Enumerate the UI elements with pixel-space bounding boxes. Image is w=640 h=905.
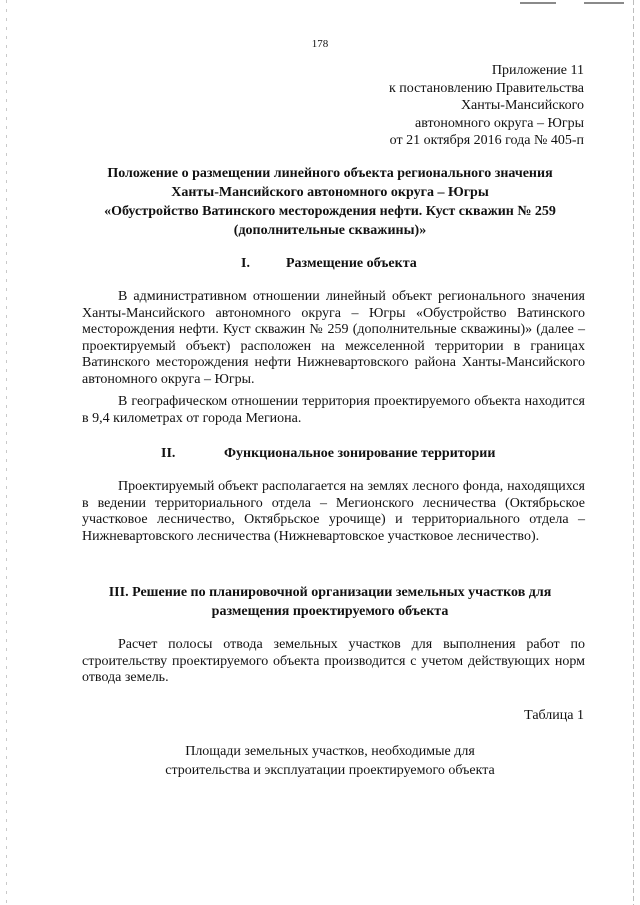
- appendix-line: Приложение 11: [491, 63, 584, 78]
- appendix-header: [324, 62, 584, 150]
- section-3-paragraph-1: Расчет полосы отвода земельных участков для выполнения работ по строительству проектируемого объекта производится с учетом действующих норм отвода земель.: [82, 637, 585, 685]
- table-caption-line: Площади земельных участков, необходимые для: [185, 744, 475, 759]
- scan-edge-left: [6, 0, 7, 905]
- table-label: Таблица 1: [524, 708, 584, 723]
- scan-edge-right: [633, 0, 634, 905]
- appendix-line: Ханты-Мансийского: [460, 98, 584, 113]
- section-1-title: Размещение объекта: [286, 256, 417, 271]
- appendix-line: от 21 октября 2016 года № 405-п: [389, 133, 584, 148]
- section-1-number: I.: [241, 256, 250, 271]
- section-2-number: II.: [161, 446, 176, 461]
- table-caption: [70, 742, 590, 780]
- table-caption-line: строительства и эксплуатации проектируемого объекта: [165, 763, 495, 778]
- page-number: 178: [311, 38, 329, 50]
- title-line: «Обустройство Ватинского месторождения нефти. Куст скважин № 259: [104, 204, 556, 219]
- section-2-title: Функциональное зонирование территории: [224, 446, 496, 461]
- section-2-paragraph-1: Проектируемый объект располагается на землях лесного фонда, находящихся в ведении территориального отдела – Мегионского лесничества (Октябрьское участковое лесничество, Октябрьское урочище) и территориального отдела – Нижневартовского лесничества (Нижневартовское участковое лесничество).: [82, 479, 585, 544]
- title-line: Положение о размещении линейного объекта регионального значения: [107, 166, 553, 181]
- section-1-paragraph-2: В географическом отношении территория проектируемого объекта находится в 9,4 километрах от города Мегиона.: [82, 394, 585, 426]
- scan-mark: [584, 2, 624, 4]
- appendix-line: к постановлению Правительства: [388, 80, 584, 96]
- scan-mark: [520, 2, 556, 4]
- document-title: [70, 164, 590, 240]
- section-3-heading: [70, 583, 590, 621]
- title-line: Ханты-Мансийского автономного округа – Югры: [171, 185, 489, 200]
- section-3-heading-line: размещения проектируемого объекта: [211, 604, 449, 619]
- appendix-line: автономного округа – Югры: [415, 115, 584, 131]
- section-1-paragraph-1: В административном отношении линейный объект регионального значения Ханты-Мансийского автономного округа – Югры «Обустройство Ватинского месторождения нефти. Куст скважин № 259 (дополнительные скважины)» (далее – проектируемый объект) расположен на межселенной территории в границах Ватинского месторождения нефти Нижневартовского района Ханты-Мансийского автономного округа – Югры.: [82, 289, 585, 387]
- title-line: (дополнительные скважины)»: [233, 223, 427, 238]
- section-3-heading-line: III. Решение по планировочной организации земельных участков для: [108, 585, 552, 600]
